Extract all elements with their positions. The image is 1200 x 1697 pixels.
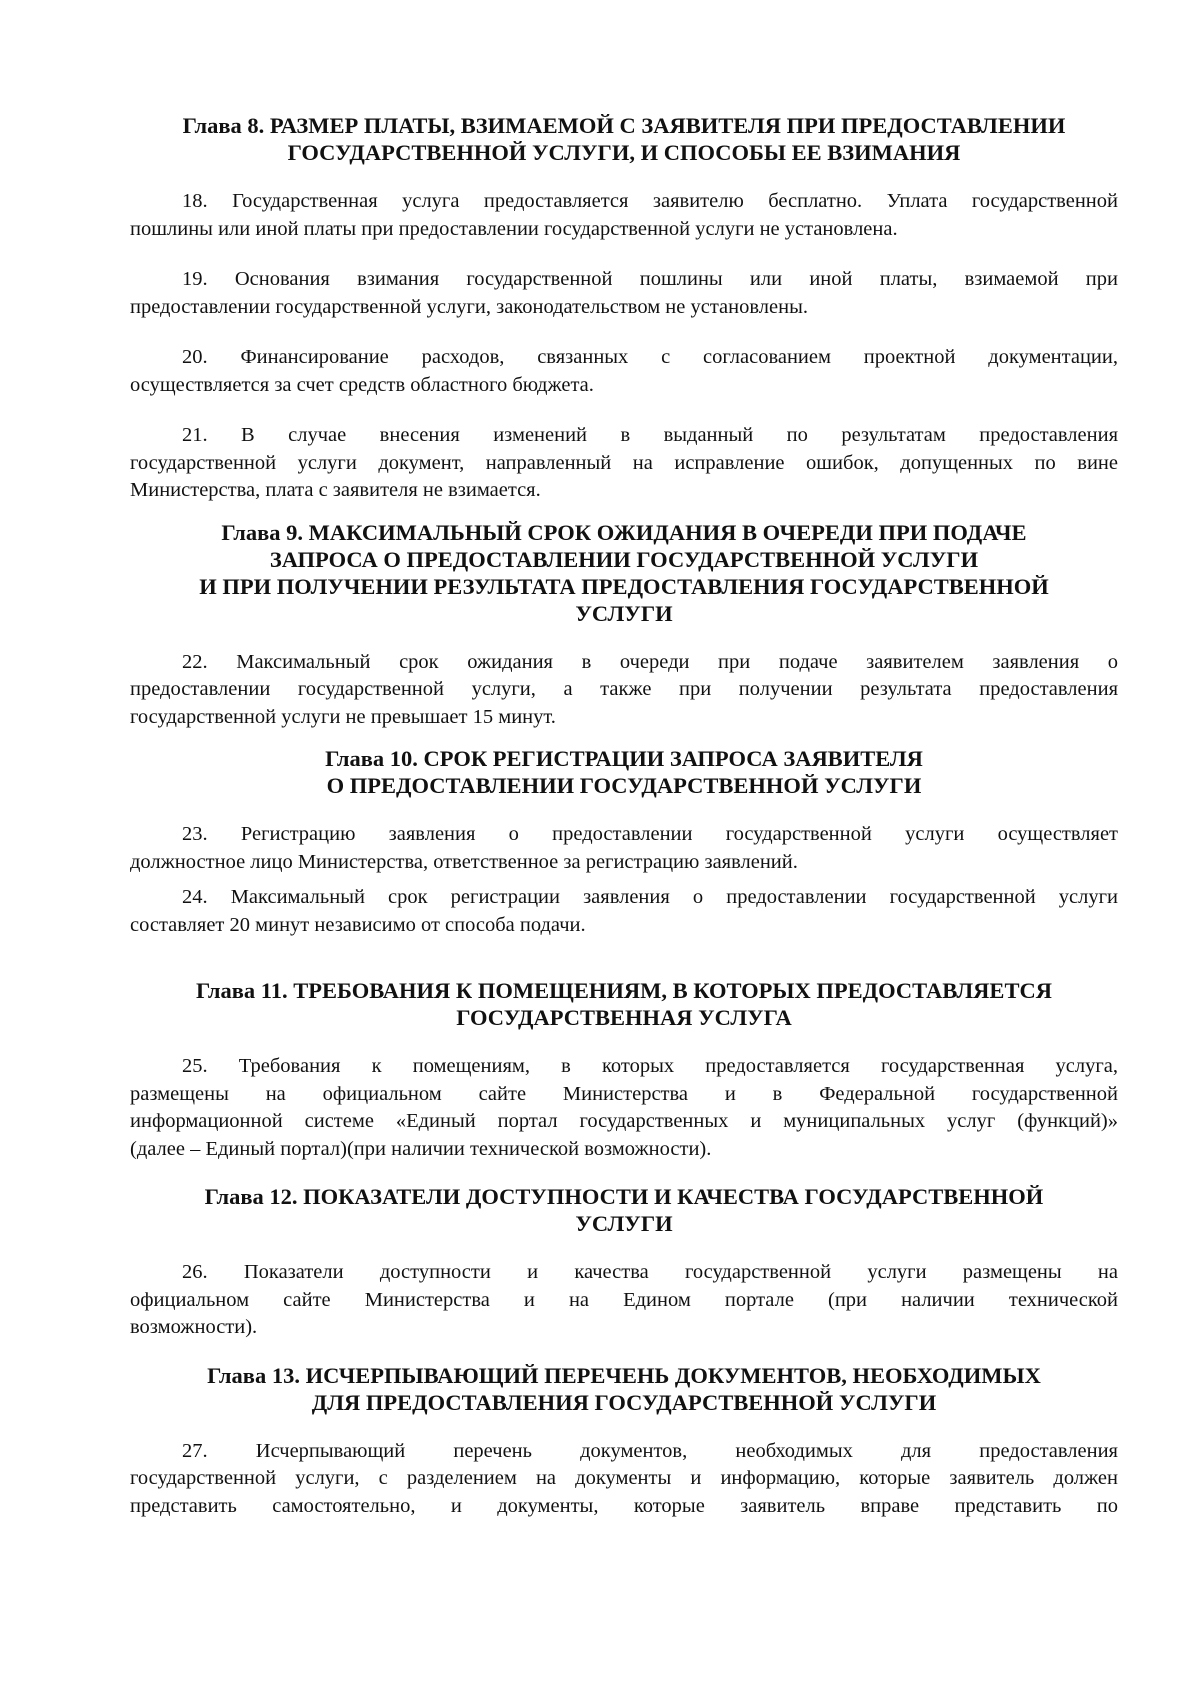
- paragraph-line: осуществляется за счет средств областного бюджета.: [130, 373, 594, 396]
- paragraph-26: [130, 1259, 1118, 1342]
- paragraph-line: представить самостоятельно, и документы, которые заявитель вправе представить по: [130, 1494, 1118, 1517]
- paragraph-line: предоставлении государственной услуги, законодательством не установлены.: [130, 295, 808, 318]
- paragraph-25: [130, 1053, 1118, 1163]
- paragraph-line: пошлины или иной платы при предоставлении государственной услуги не установлена.: [130, 217, 898, 240]
- paragraph-line: официальном сайте Министерства и на Едином портале (при наличии технической: [130, 1288, 1118, 1311]
- heading-line: Глава 13. ИСЧЕРПЫВАЮЩИЙ ПЕРЕЧЕНЬ ДОКУМЕНТОВ, НЕОБХОДИМЫХ: [207, 1362, 1041, 1388]
- paragraph-line: информационной системе «Единый портал государственных и муниципальных услуг (функций)»: [130, 1110, 1118, 1132]
- heading-line: Глава 9. МАКСИМАЛЬНЫЙ СРОК ОЖИДАНИЯ В ОЧЕРЕДИ ПРИ ПОДАЧЕ: [221, 519, 1027, 545]
- heading-line: ГОСУДАРСТВЕННОЙ УСЛУГИ, И СПОСОБЫ ЕЕ ВЗИМАНИЯ: [287, 140, 961, 165]
- chapter-9-heading: [130, 519, 1118, 627]
- heading-line: Глава 8. РАЗМЕР ПЛАТЫ, ВЗИМАЕМОЙ С ЗАЯВИТЕЛЯ ПРИ ПРЕДОСТАВЛЕНИИ: [182, 113, 1066, 138]
- paragraph-line: должностное лицо Министерства, ответственное за регистрацию заявлений.: [130, 850, 798, 873]
- paragraph-line: государственной услуги не превышает 15 минут.: [130, 705, 556, 728]
- chapter-13-heading: [130, 1362, 1118, 1416]
- paragraph-line: 18. Государственная услуга предоставляется заявителю бесплатно. Уплата государственной: [182, 190, 1118, 212]
- paragraph-27: [130, 1438, 1118, 1521]
- paragraph-line: 20. Финансирование расходов, связанных с согласованием проектной документации,: [182, 346, 1118, 368]
- heading-line: ЗАПРОСА О ПРЕДОСТАВЛЕНИИ ГОСУДАРСТВЕННОЙ УСЛУГИ: [269, 546, 979, 572]
- heading-line: Глава 12. ПОКАЗАТЕЛИ ДОСТУПНОСТИ И КАЧЕСТВА ГОСУДАРСТВЕННОЙ: [204, 1184, 1044, 1209]
- heading-line: ГОСУДАРСТВЕННАЯ УСЛУГА: [456, 1005, 792, 1030]
- paragraph-line: 24. Максимальный срок регистрации заявления о предоставлении государственной услуги: [182, 886, 1118, 908]
- paragraph-line: предоставлении государственной услуги, а также при получении результата предоставления: [130, 678, 1118, 700]
- paragraph-line: 25. Требования к помещениям, в которых предоставляется государственная услуга,: [182, 1055, 1118, 1077]
- paragraph-18: [130, 188, 1118, 243]
- paragraph-22: [130, 649, 1118, 732]
- heading-line: УСЛУГИ: [575, 1211, 673, 1236]
- paragraph-line: 21. В случае внесения изменений в выданный по результатам предоставления: [182, 424, 1118, 446]
- paragraph-line: государственной услуги документ, направленный на исправление ошибок, допущенных по вине: [130, 451, 1118, 474]
- paragraph-line: (далее – Единый портал)(при наличии технической возможности).: [130, 1137, 712, 1160]
- document-page: [130, 112, 1118, 1520]
- paragraph-line: государственной услуги, с разделением на документы и информацию, которые заявитель должен: [130, 1467, 1118, 1489]
- paragraph-line: размещены на официальном сайте Министерства и в Федеральной государственной: [130, 1082, 1118, 1105]
- paragraph-line: Министерства, плата с заявителя не взимается.: [130, 479, 541, 501]
- chapter-11-heading: [130, 977, 1118, 1031]
- chapter-10-heading: [130, 745, 1118, 799]
- chapter-12-heading: [130, 1183, 1118, 1237]
- paragraph-23: [130, 821, 1118, 876]
- paragraph-line: составляет 20 минут независимо от способа подачи.: [130, 913, 586, 936]
- paragraph-24: [130, 884, 1118, 939]
- paragraph-20: [130, 344, 1118, 399]
- paragraph-line: 19. Основания взимания государственной пошлины или иной платы, взимаемой при: [182, 268, 1118, 290]
- paragraph-line: 26. Показатели доступности и качества государственной услуги размещены на: [182, 1261, 1118, 1283]
- heading-line: Глава 10. СРОК РЕГИСТРАЦИИ ЗАПРОСА ЗАЯВИТЕЛЯ: [325, 746, 923, 771]
- heading-line: О ПРЕДОСТАВЛЕНИИ ГОСУДАРСТВЕННОЙ УСЛУГИ: [326, 773, 922, 798]
- chapter-8-heading: [130, 112, 1118, 166]
- paragraph-line: 22. Максимальный срок ожидания в очереди при подаче заявителем заявления о: [182, 650, 1118, 673]
- paragraph-19: [130, 266, 1118, 321]
- heading-line: ДЛЯ ПРЕДОСТАВЛЕНИЯ ГОСУДАРСТВЕННОЙ УСЛУГИ: [311, 1389, 937, 1415]
- heading-line: УСЛУГИ: [575, 600, 673, 626]
- heading-line: И ПРИ ПОЛУЧЕНИИ РЕЗУЛЬТАТА ПРЕДОСТАВЛЕНИЯ ГОСУДАРСТВЕННОЙ: [199, 573, 1049, 599]
- paragraph-line: 27. Исчерпывающий перечень документов, необходимых для предоставления: [182, 1439, 1118, 1462]
- paragraph-line: возможности).: [130, 1316, 258, 1338]
- paragraph-21: [130, 422, 1118, 505]
- paragraph-line: 23. Регистрацию заявления о предоставлении государственной услуги осуществляет: [182, 823, 1118, 845]
- heading-line: Глава 11. ТРЕБОВАНИЯ К ПОМЕЩЕНИЯМ, В КОТОРЫХ ПРЕДОСТАВЛЯЕТСЯ: [196, 978, 1052, 1003]
